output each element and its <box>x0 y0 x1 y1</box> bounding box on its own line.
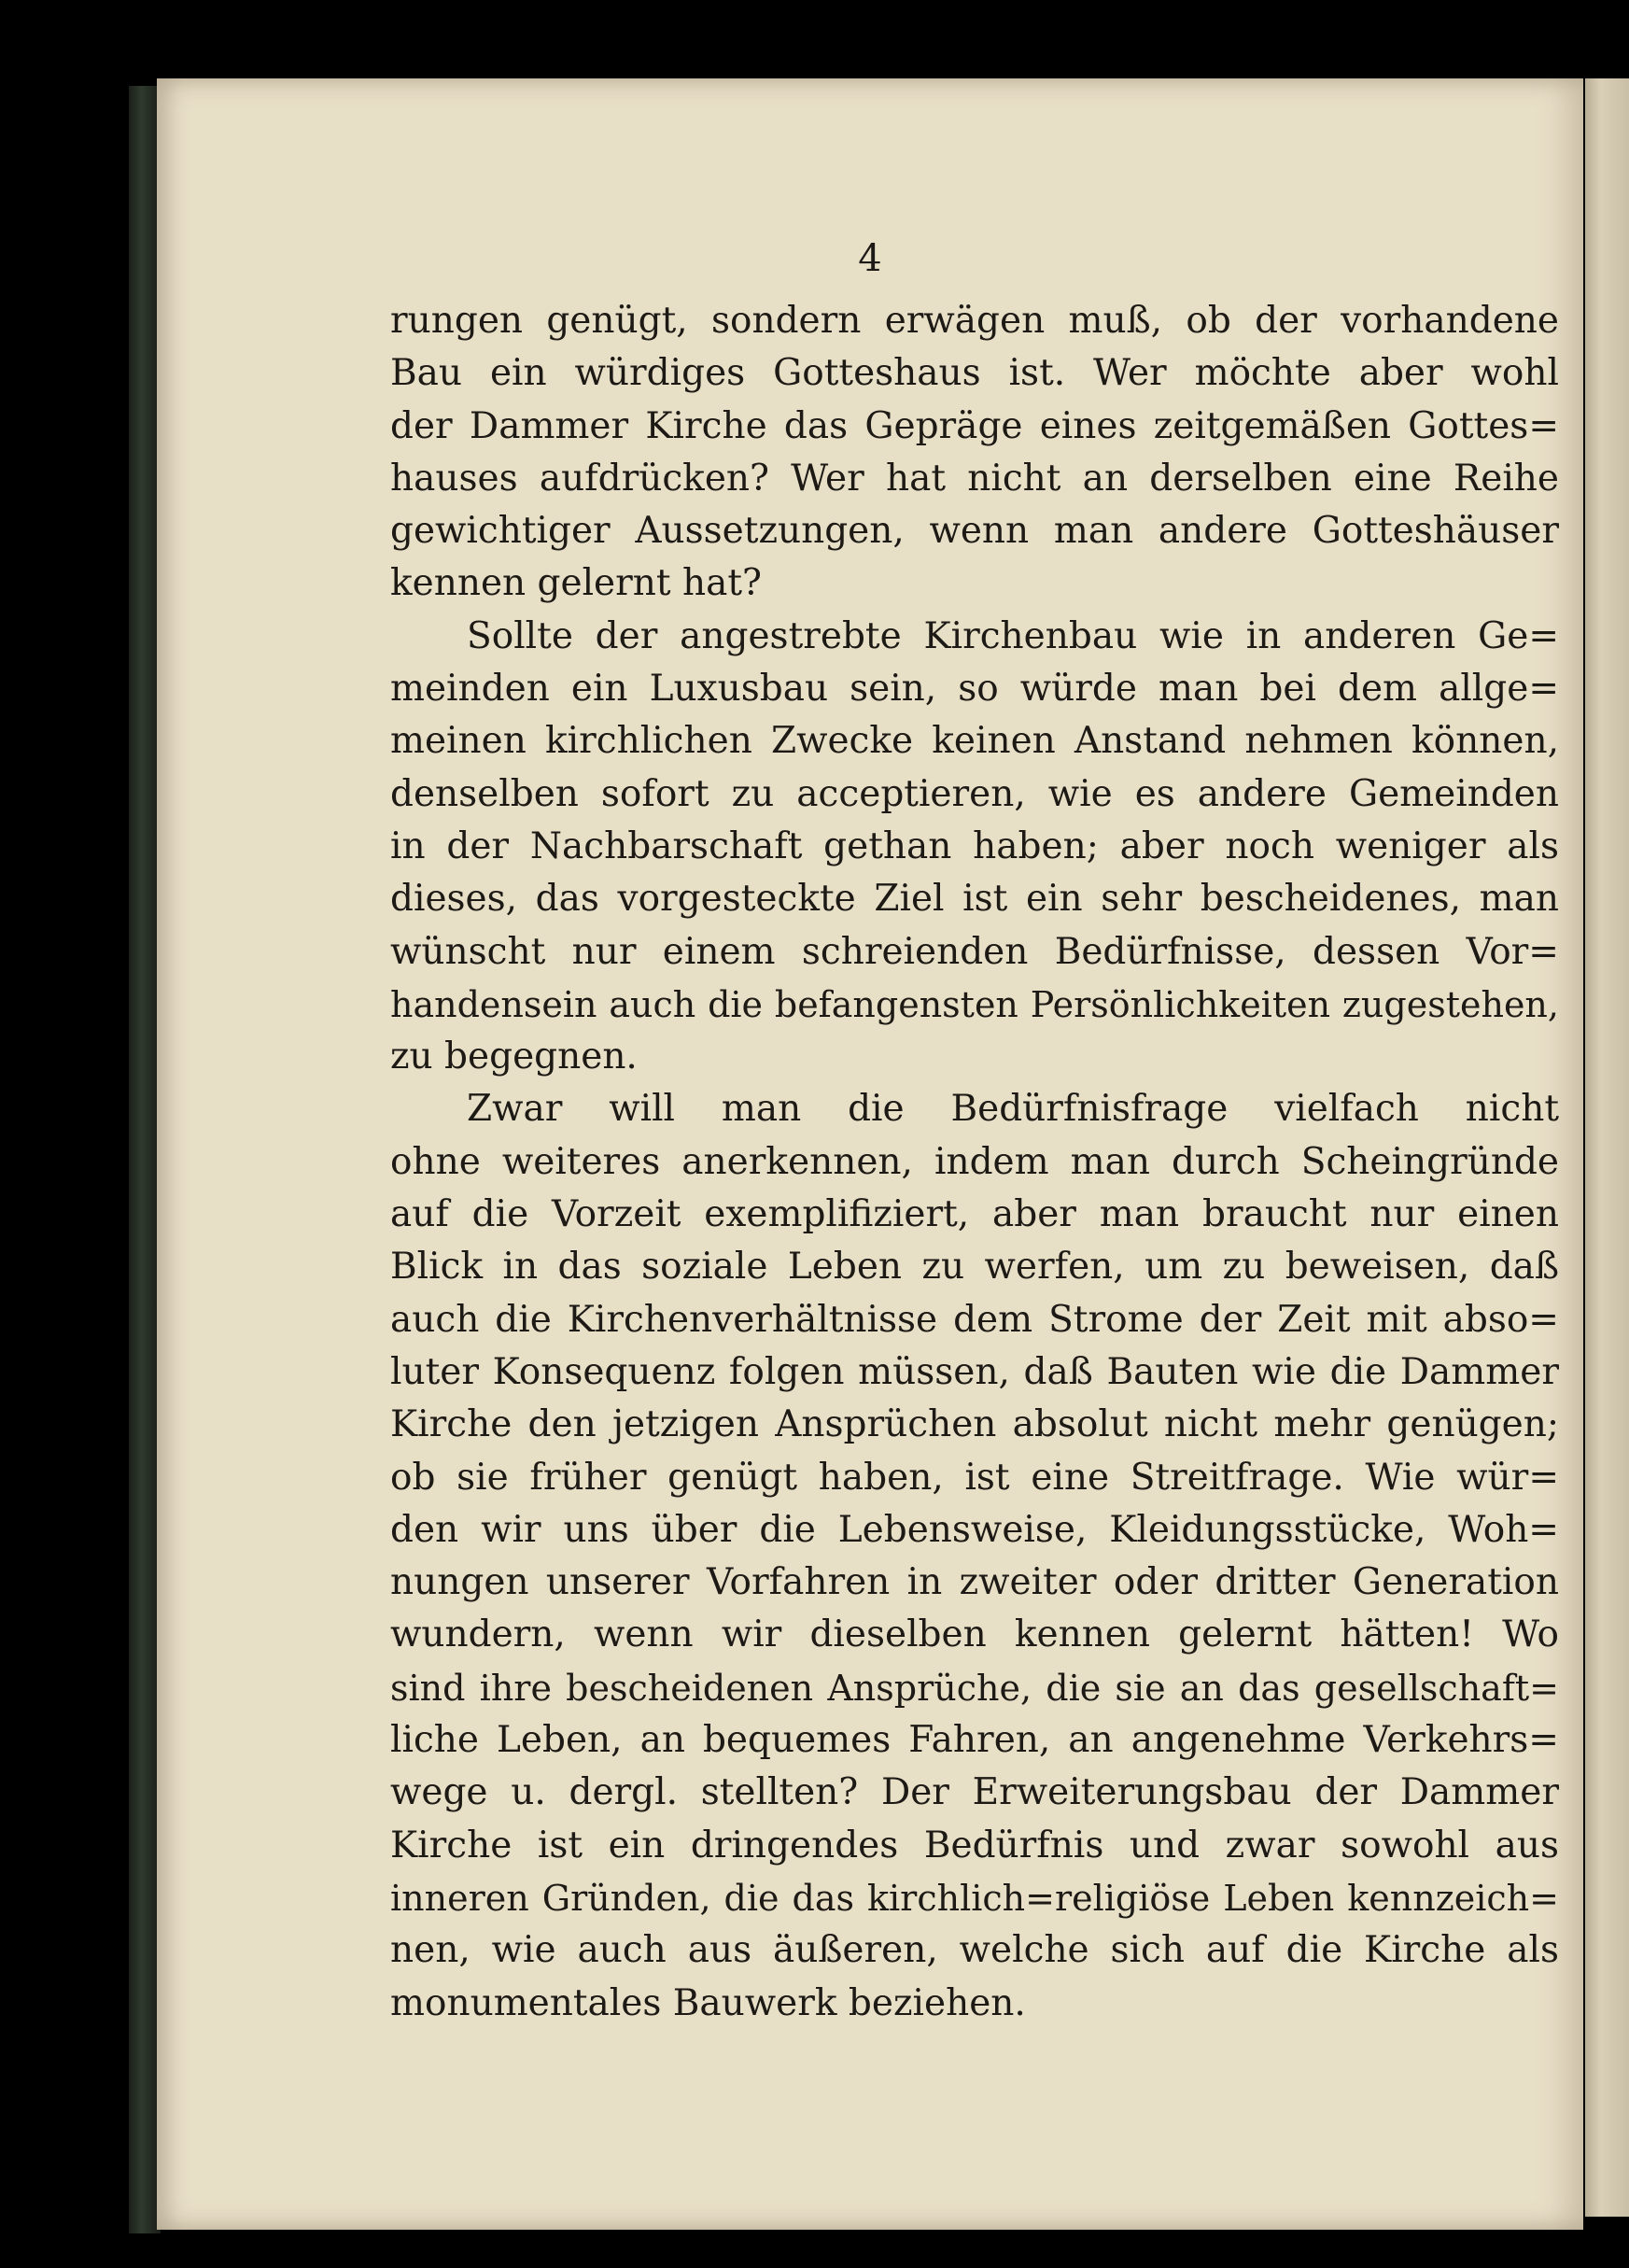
text-line: monumentales Bauwerk beziehen. <box>390 1981 1026 2024</box>
text-line: wundern, wenn wir dieselben kennen gelernt hätten! Wo <box>390 1613 1559 1656</box>
text-line: meinden ein Luxusbau sein, so würde man bei dem allge= <box>390 668 1559 711</box>
text-line: dieses, das vorgesteckte Ziel ist ein sehr bescheidenes, man <box>390 878 1559 921</box>
text-line: rungen genügt, sondern erwägen muß, ob der vorhandene <box>390 300 1559 342</box>
text-line: wünscht nur einem schreienden Bedürfnisse, dessen Vor= <box>390 930 1559 973</box>
text-line: Sollte der angestrebte Kirchenbau wie in anderen Ge= <box>467 614 1559 657</box>
book-spine <box>129 86 161 2233</box>
page-number: 4 <box>858 237 882 280</box>
text-line: handensein auch die befangensten Persönlichkeiten zugestehen, <box>390 983 1559 1025</box>
text-line: kennen gelernt hat? <box>390 562 762 605</box>
text-line: Kirche den jetzigen Ansprüchen absolut nicht mehr genügen; <box>390 1403 1559 1446</box>
text-line: meinen kirchlichen Zwecke keinen Anstand nehmen können, <box>390 720 1559 763</box>
text-line: Bau ein würdiges Gotteshaus ist. Wer möchte aber wohl <box>390 352 1559 395</box>
text-line: sind ihre bescheidenen Ansprüche, die sie an das gesellschaft= <box>390 1667 1559 1709</box>
text-line: denselben sofort zu acceptieren, wie es andere Gemeinden <box>390 772 1559 815</box>
text-line: nen, wie auch aus äußeren, welche sich auf die Kirche als <box>390 1929 1559 1972</box>
text-line: ob sie früher genügt haben, ist eine Streitfrage. Wie wür= <box>390 1456 1559 1499</box>
text-line: auf die Vorzeit exemplifiziert, aber man braucht nur einen <box>390 1193 1559 1236</box>
text-line: nungen unserer Vorfahren in zweiter oder dritter Generation <box>390 1561 1559 1604</box>
text-line: den wir uns über die Lebensweise, Kleidungsstücke, Woh= <box>390 1508 1559 1551</box>
text-line: auch die Kirchenverhältnisse dem Strome der Zeit mit abso= <box>390 1298 1559 1341</box>
text-line: der Dammer Kirche das Gepräge eines zeitgemäßen Gottes= <box>390 404 1559 447</box>
text-line: Kirche ist ein dringendes Bedürfnis und zwar sowohl aus <box>390 1824 1559 1867</box>
text-line: liche Leben, an bequemes Fahren, an angenehme Verkehrs= <box>390 1719 1559 1762</box>
body-text <box>390 295 1559 2030</box>
text-line: Zwar will man die Bedürfnisfrage vielfach nicht <box>467 1088 1559 1131</box>
text-line: wege u. dergl. stellten? Der Erweiterungsbau der Dammer <box>390 1771 1559 1814</box>
text-line: Blick in das soziale Leben zu werfen, um zu beweisen, daß <box>390 1246 1559 1289</box>
text-line: zu begegnen. <box>390 1035 638 1078</box>
text-line: gewichtiger Aussetzungen, wenn man andere Gotteshäuser <box>390 510 1559 553</box>
text-line: luter Konsequenz folgen müssen, daß Bauten wie die Dammer <box>390 1350 1559 1393</box>
text-line: inneren Gründen, die das kirchlich=religiöse Leben kennzeich= <box>390 1877 1559 1919</box>
text-line: in der Nachbarschaft gethan haben; aber noch weniger als <box>390 824 1559 867</box>
adjacent-page-edge <box>1585 78 1629 2217</box>
text-line: hauses aufdrücken? Wer hat nicht an derselben eine Reihe <box>390 457 1559 500</box>
text-line: ohne weiteres anerkennen, indem man durch Scheingründe <box>390 1140 1559 1183</box>
book-page <box>157 78 1583 2230</box>
